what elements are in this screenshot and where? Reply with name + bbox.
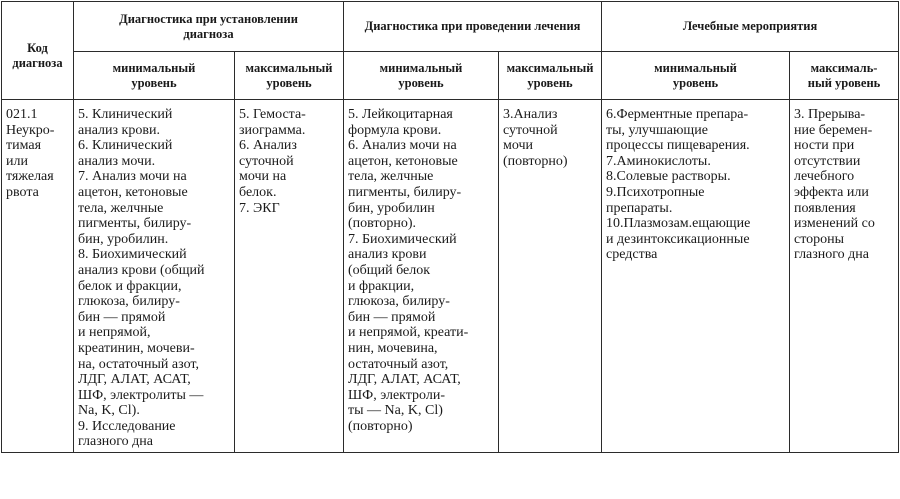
level-line: минимальный: [379, 60, 463, 75]
diagnosis-table: [1, 1, 899, 453]
cell-text-line: формула крови.: [348, 122, 442, 138]
cell-text-line: 3. Прерыва-: [794, 107, 866, 122]
cell-text-line: белок.: [239, 184, 277, 200]
cell-text-line: (повторно).: [348, 216, 417, 232]
max-level-header: [790, 52, 899, 100]
table-row: [2, 100, 899, 453]
cell-text-line: и непрямой, креати-: [348, 325, 469, 341]
level-line: уровень: [672, 75, 719, 90]
cell-text-line: 021.1: [6, 107, 38, 122]
cell-text-line: эффекта или: [794, 184, 869, 200]
cell-text-line: мочи на: [239, 169, 287, 185]
code-header-line: диагноза: [12, 55, 63, 70]
level-line: максимальный: [506, 60, 594, 75]
header-line: диагноза: [183, 26, 234, 41]
header-line: Лечебные мероприятия: [682, 19, 818, 33]
cell-text-line: анализ крови (общий: [78, 262, 205, 278]
cell-text-line: 7. Биохимический: [348, 231, 457, 247]
cell-text-line: ности при: [794, 138, 855, 154]
level-line: уровень: [527, 75, 573, 90]
cell-text-line: ты, улучшающие: [606, 122, 708, 138]
cell-text-line: ты — Na, K, Cl): [348, 403, 443, 419]
cell-text-line: бин — прямой: [348, 309, 436, 325]
header-line: Диагностика при проведении лечения: [364, 19, 581, 33]
cell-text-line: препараты.: [606, 200, 673, 216]
min-level-header: [602, 52, 790, 100]
cell-text-line: 7. ЭКГ: [239, 200, 280, 216]
treatment-diag-min-cell: [344, 100, 499, 453]
establishment-max-cell: [235, 100, 344, 453]
cell-text-line: 8. Биохимический: [78, 247, 187, 263]
diagnosis-treatment-header: [344, 2, 602, 52]
cell-text-line: (повторно): [348, 418, 413, 434]
cell-text-line: тела, желчные: [348, 169, 434, 185]
cell-text-line: ацетон, кетоновые: [348, 153, 458, 169]
cell-text-line: бин — прямой: [78, 309, 166, 325]
cell-text-line: 6. Анализ: [239, 138, 297, 154]
cell-text-line: ЛДГ, АЛАТ, АСАТ,: [348, 372, 461, 388]
cell-text-line: анализ мочи.: [78, 153, 156, 169]
cell-text-line: нин, мочевина,: [348, 340, 438, 356]
cell-text-line: (повторно): [503, 153, 568, 169]
cell-text-line: ние беремен-: [794, 122, 873, 138]
code-header: [2, 2, 74, 100]
cell-text-line: рвота: [6, 184, 39, 200]
cell-text-line: бин, уробилин: [348, 200, 435, 216]
cell-text-line: 5. Лейкоцитарная: [348, 107, 453, 122]
cell-text-line: и дезинтоксикационные: [606, 231, 750, 247]
cell-text-line: стороны: [794, 231, 845, 247]
cell-text-line: процессы пищеварения.: [606, 138, 750, 154]
cell-text-line: 7.Аминокислоты.: [606, 153, 711, 169]
header-line: Диагностика при установлении: [119, 11, 298, 26]
cell-text-line: средства: [606, 247, 658, 263]
cell-text-line: креатинин, мочеви-: [78, 340, 195, 356]
level-line: уровень: [398, 75, 444, 90]
establishment-min-cell: [74, 100, 235, 453]
cell-text-line: зиограмма.: [239, 122, 306, 138]
cell-text-line: глюкоза, билиру-: [78, 294, 180, 310]
cell-text-line: ацетон, кетоновые: [78, 184, 188, 200]
therapy-max-cell: [790, 100, 899, 453]
cell-text-line: суточной: [503, 122, 558, 138]
cell-text-line: суточной: [239, 153, 294, 169]
cell-text-line: 6. Анализ мочи на: [348, 138, 457, 154]
min-level-header: [344, 52, 499, 100]
cell-text-line: бин, уробилин.: [78, 231, 169, 247]
header-row-levels: [2, 52, 899, 100]
cell-text-line: Неукро-: [6, 122, 55, 138]
cell-text-line: 7. Анализ мочи на: [78, 169, 187, 185]
cell-text-line: изменений со: [794, 216, 875, 232]
level-line: минимальный: [654, 60, 737, 75]
cell-text-line: 6.Ферментные препара-: [606, 107, 749, 122]
cell-text-line: белок и фракции,: [78, 278, 182, 294]
cell-text-line: ШФ, электролиты —: [78, 387, 204, 403]
therapy-min-cell: [602, 100, 790, 453]
max-level-header: [499, 52, 602, 100]
level-line: уровень: [131, 75, 177, 90]
cell-text-line: пигменты, билиру-: [348, 184, 462, 200]
level-line: ный уровень: [807, 75, 881, 90]
level-line: максимальный: [245, 60, 333, 75]
cell-text-line: тимая: [6, 138, 42, 154]
cell-text-line: глюкоза, билиру-: [348, 294, 450, 310]
cell-text-line: ЛДГ, АЛАТ, АСАТ,: [78, 372, 191, 388]
treatment-measures-header: [602, 2, 899, 52]
diagnosis-code-cell: [2, 100, 74, 453]
cell-text-line: на, остаточный азот,: [78, 356, 199, 372]
cell-text-line: 9.Психотропные: [606, 184, 705, 200]
cell-text-line: 9. Исследование: [78, 418, 176, 434]
cell-text-line: лечебного: [794, 169, 855, 185]
cell-text-line: и фракции,: [348, 278, 415, 294]
level-line: минимальный: [112, 60, 196, 75]
cell-text-line: отсутствии: [794, 153, 861, 169]
cell-text-line: 6. Клинический: [78, 138, 173, 154]
cell-text-line: 8.Солевые растворы.: [606, 169, 731, 185]
max-level-header: [235, 52, 344, 100]
cell-text-line: глазного дна: [794, 247, 870, 263]
cell-text-line: и непрямой,: [78, 325, 151, 341]
level-line: уровень: [266, 75, 312, 90]
cell-text-line: ШФ, электроли-: [348, 387, 446, 403]
diagnosis-establishment-header: [74, 2, 344, 52]
treatment-diag-max-cell: [499, 100, 602, 453]
cell-text-line: появления: [794, 200, 856, 216]
min-level-header: [74, 52, 235, 100]
cell-text-line: пигменты, билиру-: [78, 216, 192, 232]
cell-text-line: (общий белок: [348, 262, 431, 278]
cell-text-line: или: [6, 153, 28, 169]
cell-text-line: тяжелая: [6, 169, 54, 185]
cell-text-line: 10.Плазмозам.ещающие: [606, 216, 751, 232]
code-header-line: Код: [27, 40, 48, 55]
cell-text-line: анализ крови.: [78, 122, 160, 138]
cell-text-line: тела, желчные: [78, 200, 164, 216]
cell-text-line: глазного дна: [78, 434, 153, 450]
cell-text-line: анализ крови: [348, 247, 427, 263]
header-row-top: [2, 2, 899, 52]
cell-text-line: остаточный азот,: [348, 356, 449, 372]
cell-text-line: 5. Клинический: [78, 107, 173, 122]
cell-text-line: мочи: [503, 138, 534, 154]
cell-text-line: Na, K, Cl).: [78, 403, 140, 419]
cell-text-line: 3.Анализ: [503, 107, 558, 122]
level-line: максималь-: [810, 60, 878, 75]
cell-text-line: 5. Гемоста-: [239, 107, 306, 122]
